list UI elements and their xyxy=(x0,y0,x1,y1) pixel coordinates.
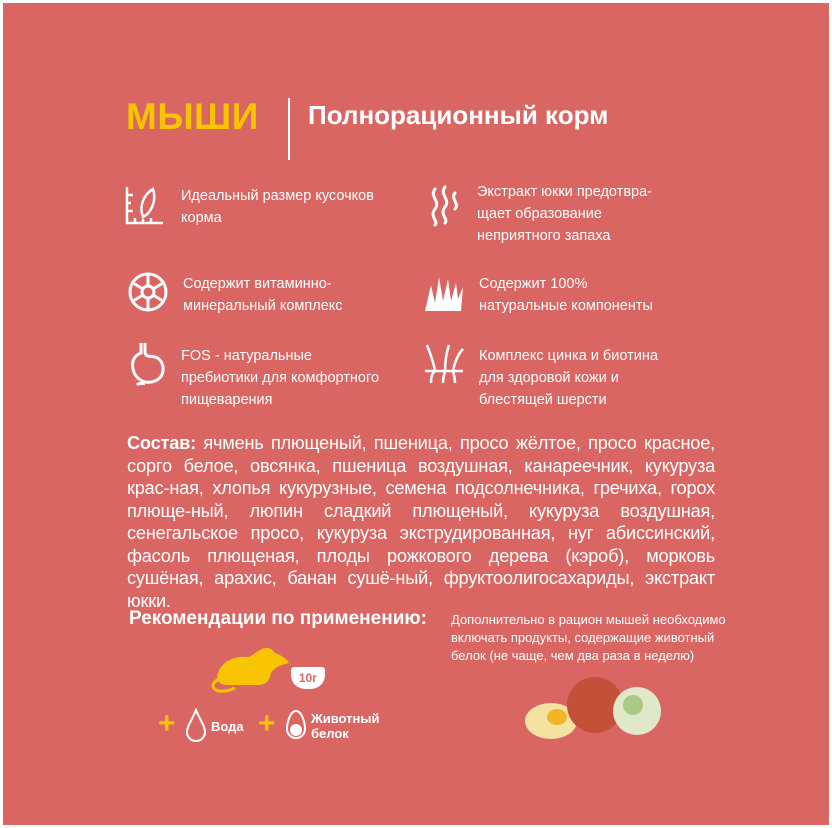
stomach-icon xyxy=(127,341,167,389)
extra-protein-note: Дополнительно в рацион мышей необходимо включать продукты, содержащие животный белок (не чаще, чем два раза в неделю) xyxy=(451,612,726,663)
water-drop-icon xyxy=(185,708,207,742)
feature-fur: Комплекс цинка и биотина для здоровой кожи и блестящей шерсти xyxy=(423,341,683,411)
protein-food-image xyxy=(521,675,666,743)
grass-icon xyxy=(423,271,465,313)
portion-bowl: 10г xyxy=(291,667,325,689)
odor-waves-icon xyxy=(423,183,463,229)
feature-natural: Содержит 100% натуральные компоненты xyxy=(423,271,683,317)
composition-label: Состав: xyxy=(127,433,196,453)
composition xyxy=(127,432,715,612)
plus-icon: + xyxy=(258,707,276,740)
feature-odor: Экстракт юкки предотвра-щает образование неприятного запаха xyxy=(423,183,683,247)
water-label: Вода xyxy=(211,719,244,734)
product-card xyxy=(3,3,829,825)
protein-label: Животный белок xyxy=(311,711,380,741)
plus-icon: + xyxy=(158,707,176,740)
hair-follicle-icon xyxy=(423,341,465,387)
brand-title: МЫШИ xyxy=(126,96,259,137)
product-type: Полнорационный корм xyxy=(308,100,609,130)
vitamin-aperture-icon xyxy=(127,271,169,313)
size-ruler-icon xyxy=(123,183,167,227)
feature-vitamins: Содержит витаминно-минеральный комплекс xyxy=(127,271,387,317)
feature-size: Идеальный размер кусочков корма xyxy=(123,183,383,229)
feature-prebiotics: FOS - натуральные пребиотики для комфортного пищеварения xyxy=(127,341,387,411)
mouse-icon xyxy=(207,643,297,693)
recommendations-title: Рекомендации по применению: xyxy=(129,608,427,629)
composition-text: ячмень плющеный, пшеница, просо жёлтое, просо красное, сорго белое, овсянка, пшеница воздушная, канареечник, кукуруза крас-ная, хлопья кукурузные, семена подсолнечника, гречиха, горох плюще-ный, люпин сладкий плющеный, кукуруза воздушная, сенегальское просо, кукуруза экструдированная, нуг абиссинский, фасоль плющеная, плоды рожкового дерева (кэроб), морковь сушёная, арахис, банан сушё-ный, фруктоолигосахариды, экстракт юкки. xyxy=(127,433,715,611)
divider xyxy=(288,98,290,160)
egg-icon xyxy=(285,709,307,741)
